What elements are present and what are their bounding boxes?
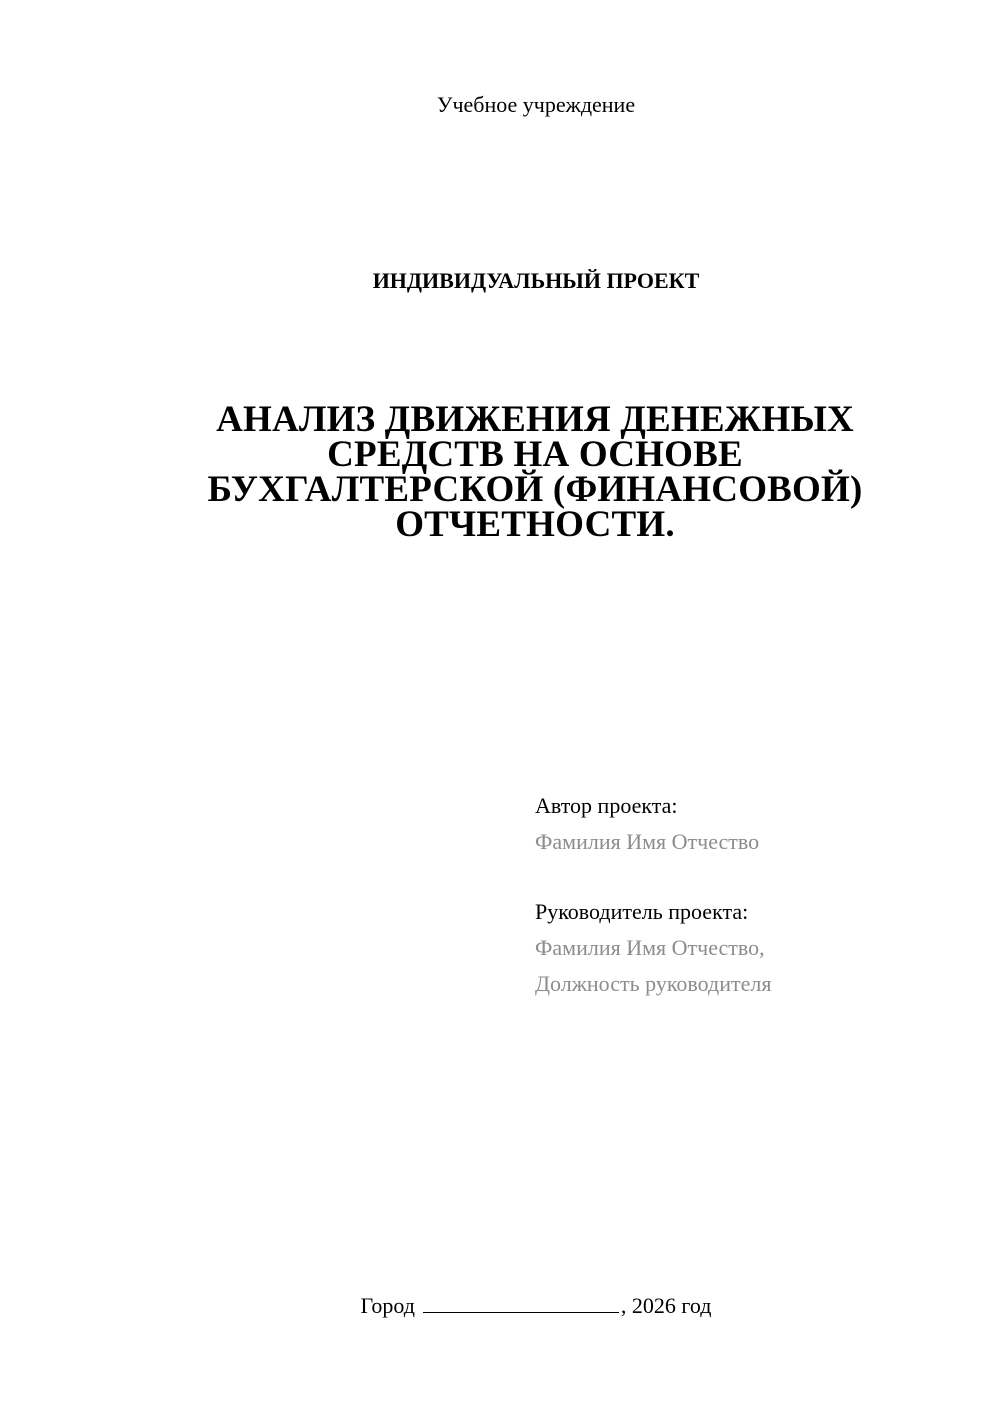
project-type-heading: ИНДИВИДУАЛЬНЫЙ ПРОЕКТ [372, 268, 700, 293]
year-text: , 2026 год [620, 1293, 712, 1318]
project-title-line: БУХГАЛТЕРСКОЙ (ФИНАНСОВОЙ) [207, 469, 863, 510]
city-blank-line [423, 1290, 619, 1313]
project-credits [535, 788, 771, 1002]
city-label: Город [360, 1293, 415, 1318]
project-title-line: СРЕДСТВ НА ОСНОВЕ [327, 434, 743, 475]
supervisor-label: Руководитель проекта: [535, 899, 749, 924]
project-title-line: АНАЛИЗ ДВИЖЕНИЯ ДЕНЕЖНЫХ [216, 399, 854, 440]
city-year-line [0, 1290, 1000, 1321]
institution-name: Учебное учреждение [436, 92, 636, 117]
supervisor-name: Фамилия Имя Отчество, [535, 935, 765, 960]
supervisor-position: Должность руководителя [535, 971, 772, 996]
spacer [535, 860, 771, 894]
author-name: Фамилия Имя Отчество [535, 829, 760, 854]
author-label: Автор проекта: [535, 793, 678, 818]
project-title [180, 399, 890, 545]
project-title-line: ОТЧЕТНОСТИ. [395, 504, 675, 545]
